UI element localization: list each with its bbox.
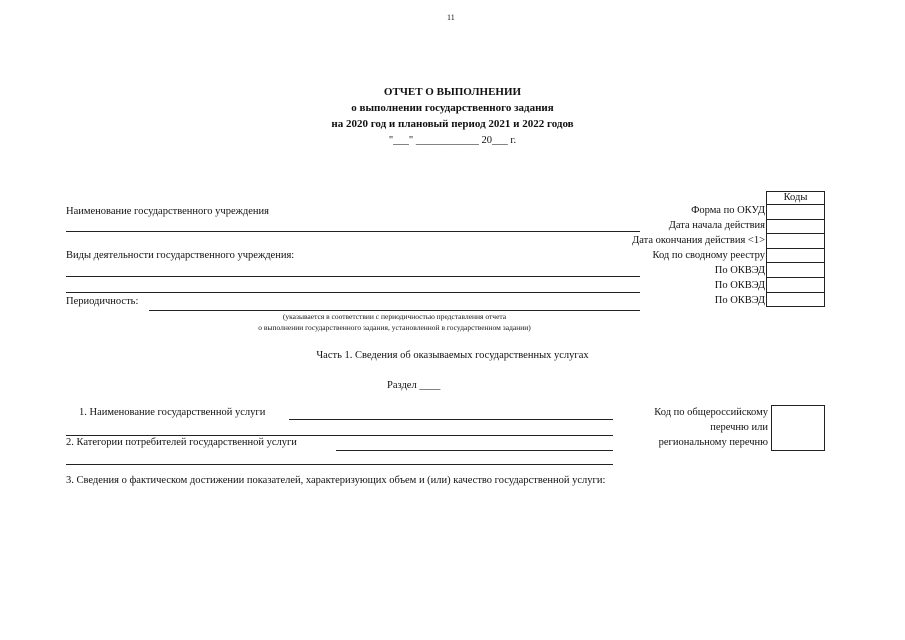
code-cell-okved-3[interactable] [767,292,825,307]
activity-types-line-1[interactable] [66,276,640,277]
code-cell-start-date[interactable] [767,219,825,234]
service-name-line-2[interactable] [66,435,613,436]
service-name-line[interactable] [289,419,613,420]
periodicity-note-2: о выполнении государственного задания, установленной в государственном задании) [258,323,531,332]
registry-code-label-3: региональному перечню [658,437,768,448]
periodicity-label: Периодичность: [66,296,139,307]
codes-header: Коды [767,192,825,205]
code-cell-okved-1[interactable] [767,263,825,278]
registry-code-box[interactable] [771,405,825,451]
consumer-categories-line-2[interactable] [66,464,613,465]
part-heading: Часть 1. Сведения об оказываемых государственных услугах [316,350,589,361]
code-cell-okud[interactable] [767,205,825,220]
code-label-start-date: Дата начала действия [668,220,765,231]
periodicity-note-1: (указывается в соответствии с периодичностью представления отчета [282,312,507,321]
item-3-heading: 3. Сведения о фактическом достижении показателей, характеризующих объем и (или) качество государственной услуги: [66,475,606,486]
code-cell-end-date[interactable] [767,234,825,249]
code-cell-registry[interactable] [767,248,825,263]
code-label-okud: Форма по ОКУД [691,205,765,216]
code-cell-okved-2[interactable] [767,277,825,292]
activity-types-line-2[interactable] [66,292,640,293]
institution-name-line[interactable] [66,231,640,232]
code-label-okved-2: По ОКВЭД [714,280,765,291]
institution-name-label: Наименование государственного учреждения [66,206,269,217]
report-period: на 2020 год и плановый период 2021 и 2022 годов [331,118,574,130]
periodicity-line[interactable] [149,310,640,311]
section-label: Раздел ____ [387,380,441,391]
codes-table [766,191,825,307]
code-label-okved-3: По ОКВЭД [714,295,765,306]
activity-types-label: Виды деятельности государственного учреждения: [66,250,295,261]
registry-code-label-1: Код по общероссийскому [654,407,768,418]
report-subtitle: о выполнении государственного задания [351,102,554,114]
report-date: "___" ____________ 20___ г. [388,135,517,146]
service-name-label: 1. Наименование государственной услуги [79,407,266,418]
registry-code-label-2: перечню или [710,422,768,433]
consumer-categories-label: 2. Категории потребителей государственной услуги [66,437,297,448]
consumer-categories-line[interactable] [336,450,613,451]
code-label-registry: Код по сводному реестру [652,250,765,261]
code-label-end-date: Дата окончания действия <1> [632,235,765,246]
report-title: ОТЧЕТ О ВЫПОЛНЕНИИ [383,86,522,98]
page-number: 11 [447,13,455,22]
code-label-okved-1: По ОКВЭД [714,265,765,276]
